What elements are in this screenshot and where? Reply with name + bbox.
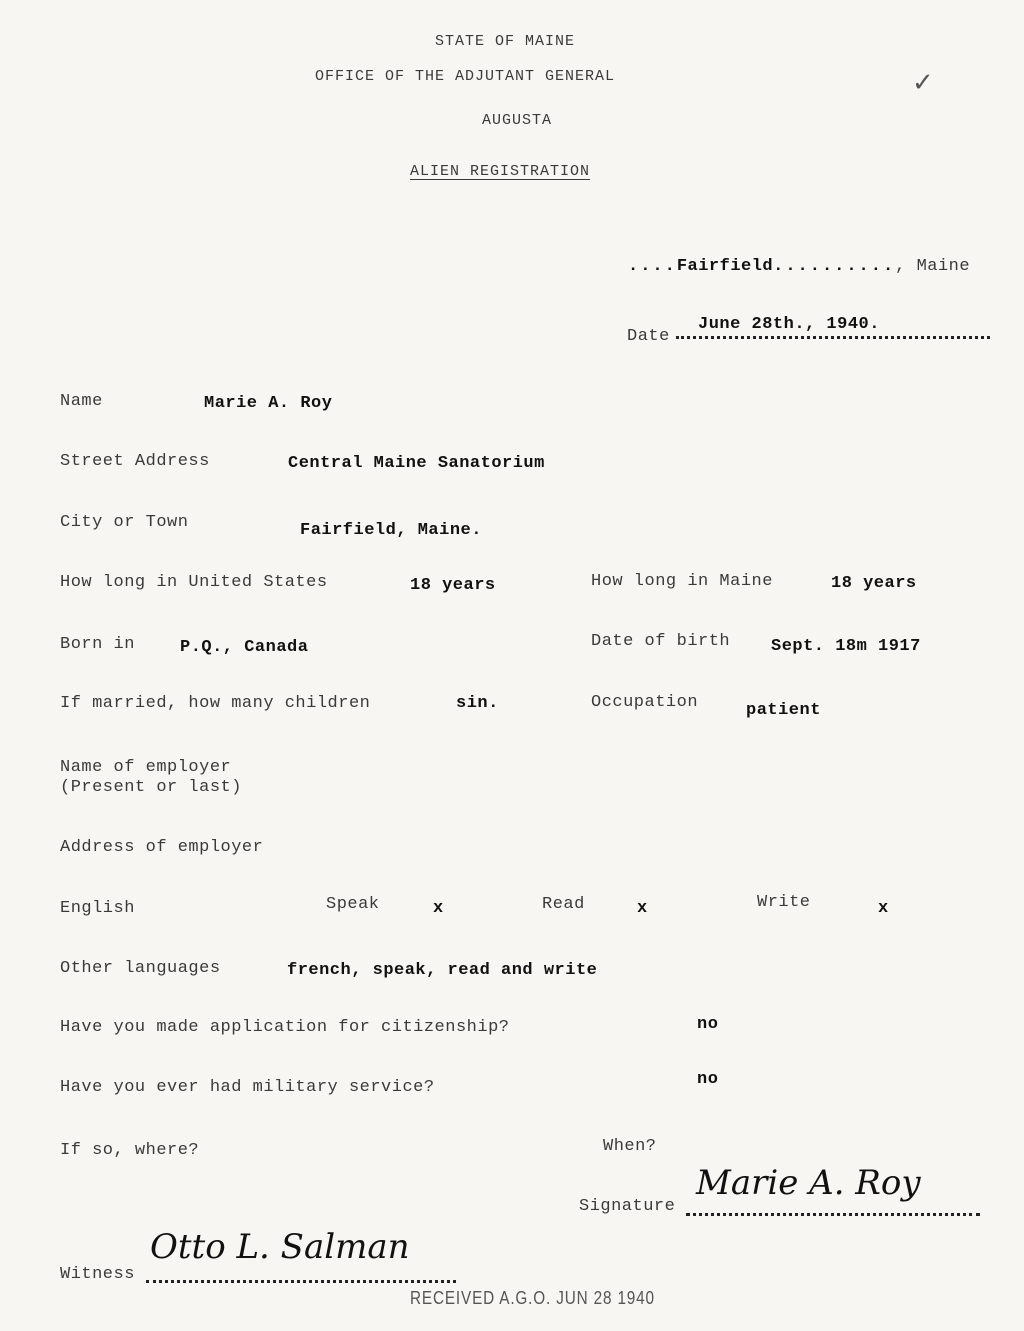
- place-line: [628, 257, 970, 276]
- children-label: If married, how many children: [60, 694, 371, 713]
- citizenship-label: Have you made application for citizenship?: [60, 1018, 510, 1037]
- write-value: x: [878, 899, 889, 918]
- witness-signature-handwritten: Otto L. Salman: [150, 1227, 410, 1267]
- date-label: Date: [627, 327, 670, 346]
- employer-name-sublabel: (Present or last): [60, 778, 242, 797]
- other-languages-label: Other languages: [60, 959, 221, 978]
- witness-label: Witness: [60, 1265, 135, 1284]
- place-value: Fairfield: [676, 257, 774, 276]
- english-label: English: [60, 899, 135, 918]
- header-office: OFFICE OF THE ADJUTANT GENERAL: [315, 68, 616, 85]
- maine-years-label: How long in Maine: [591, 572, 773, 591]
- header-state: STATE OF MAINE: [435, 33, 576, 50]
- place-prefix-dots: ....: [628, 257, 677, 276]
- read-label: Read: [542, 895, 585, 914]
- us-years-label: How long in United States: [60, 573, 328, 592]
- date-dotted-line: [676, 336, 990, 339]
- employer-name-label: Name of employer: [60, 758, 232, 777]
- street-label: Street Address: [60, 452, 210, 471]
- occupation-value: patient: [746, 701, 821, 720]
- children-value: sin.: [456, 694, 499, 713]
- maine-years-value: 18 years: [831, 574, 917, 593]
- occupation-label: Occupation: [591, 693, 699, 712]
- signature-label: Signature: [579, 1197, 676, 1216]
- employer-address-label: Address of employer: [60, 838, 264, 857]
- where-label: If so, where?: [60, 1141, 200, 1160]
- received-stamp: RECEIVED A.G.O. JUN 28 1940: [410, 1288, 655, 1308]
- signature-dotted-line: [686, 1213, 980, 1216]
- date-value: June 28th., 1940.: [698, 315, 880, 334]
- city-label: City or Town: [60, 513, 189, 532]
- signature-handwritten: Marie A. Roy: [696, 1163, 921, 1203]
- city-value: Fairfield, Maine.: [300, 521, 482, 540]
- born-value: P.Q., Canada: [180, 638, 309, 657]
- speak-label: Speak: [326, 895, 380, 914]
- name-label: Name: [60, 392, 103, 411]
- us-years-value: 18 years: [410, 576, 496, 595]
- write-label: Write: [757, 893, 811, 912]
- place-suffix-dots: ..........: [773, 257, 896, 276]
- dob-value: Sept. 18m 1917: [771, 637, 921, 656]
- citizenship-value: no: [697, 1015, 719, 1034]
- other-languages-value: french, speak, read and write: [287, 961, 598, 980]
- header-city: AUGUSTA: [482, 112, 553, 129]
- dob-label: Date of birth: [591, 632, 731, 651]
- military-label: Have you ever had military service?: [60, 1078, 435, 1097]
- witness-dotted-line: [146, 1280, 456, 1283]
- born-label: Born in: [60, 635, 135, 654]
- street-value: Central Maine Sanatorium: [288, 454, 545, 473]
- form-title: ALIEN REGISTRATION: [410, 163, 591, 180]
- military-value: no: [697, 1070, 719, 1089]
- name-value: Marie A. Roy: [204, 394, 333, 413]
- when-label: When?: [603, 1137, 657, 1156]
- place-state: , Maine: [895, 257, 971, 276]
- speak-value: x: [433, 899, 444, 918]
- read-value: x: [637, 899, 648, 918]
- check-mark-icon: ✓: [912, 68, 934, 98]
